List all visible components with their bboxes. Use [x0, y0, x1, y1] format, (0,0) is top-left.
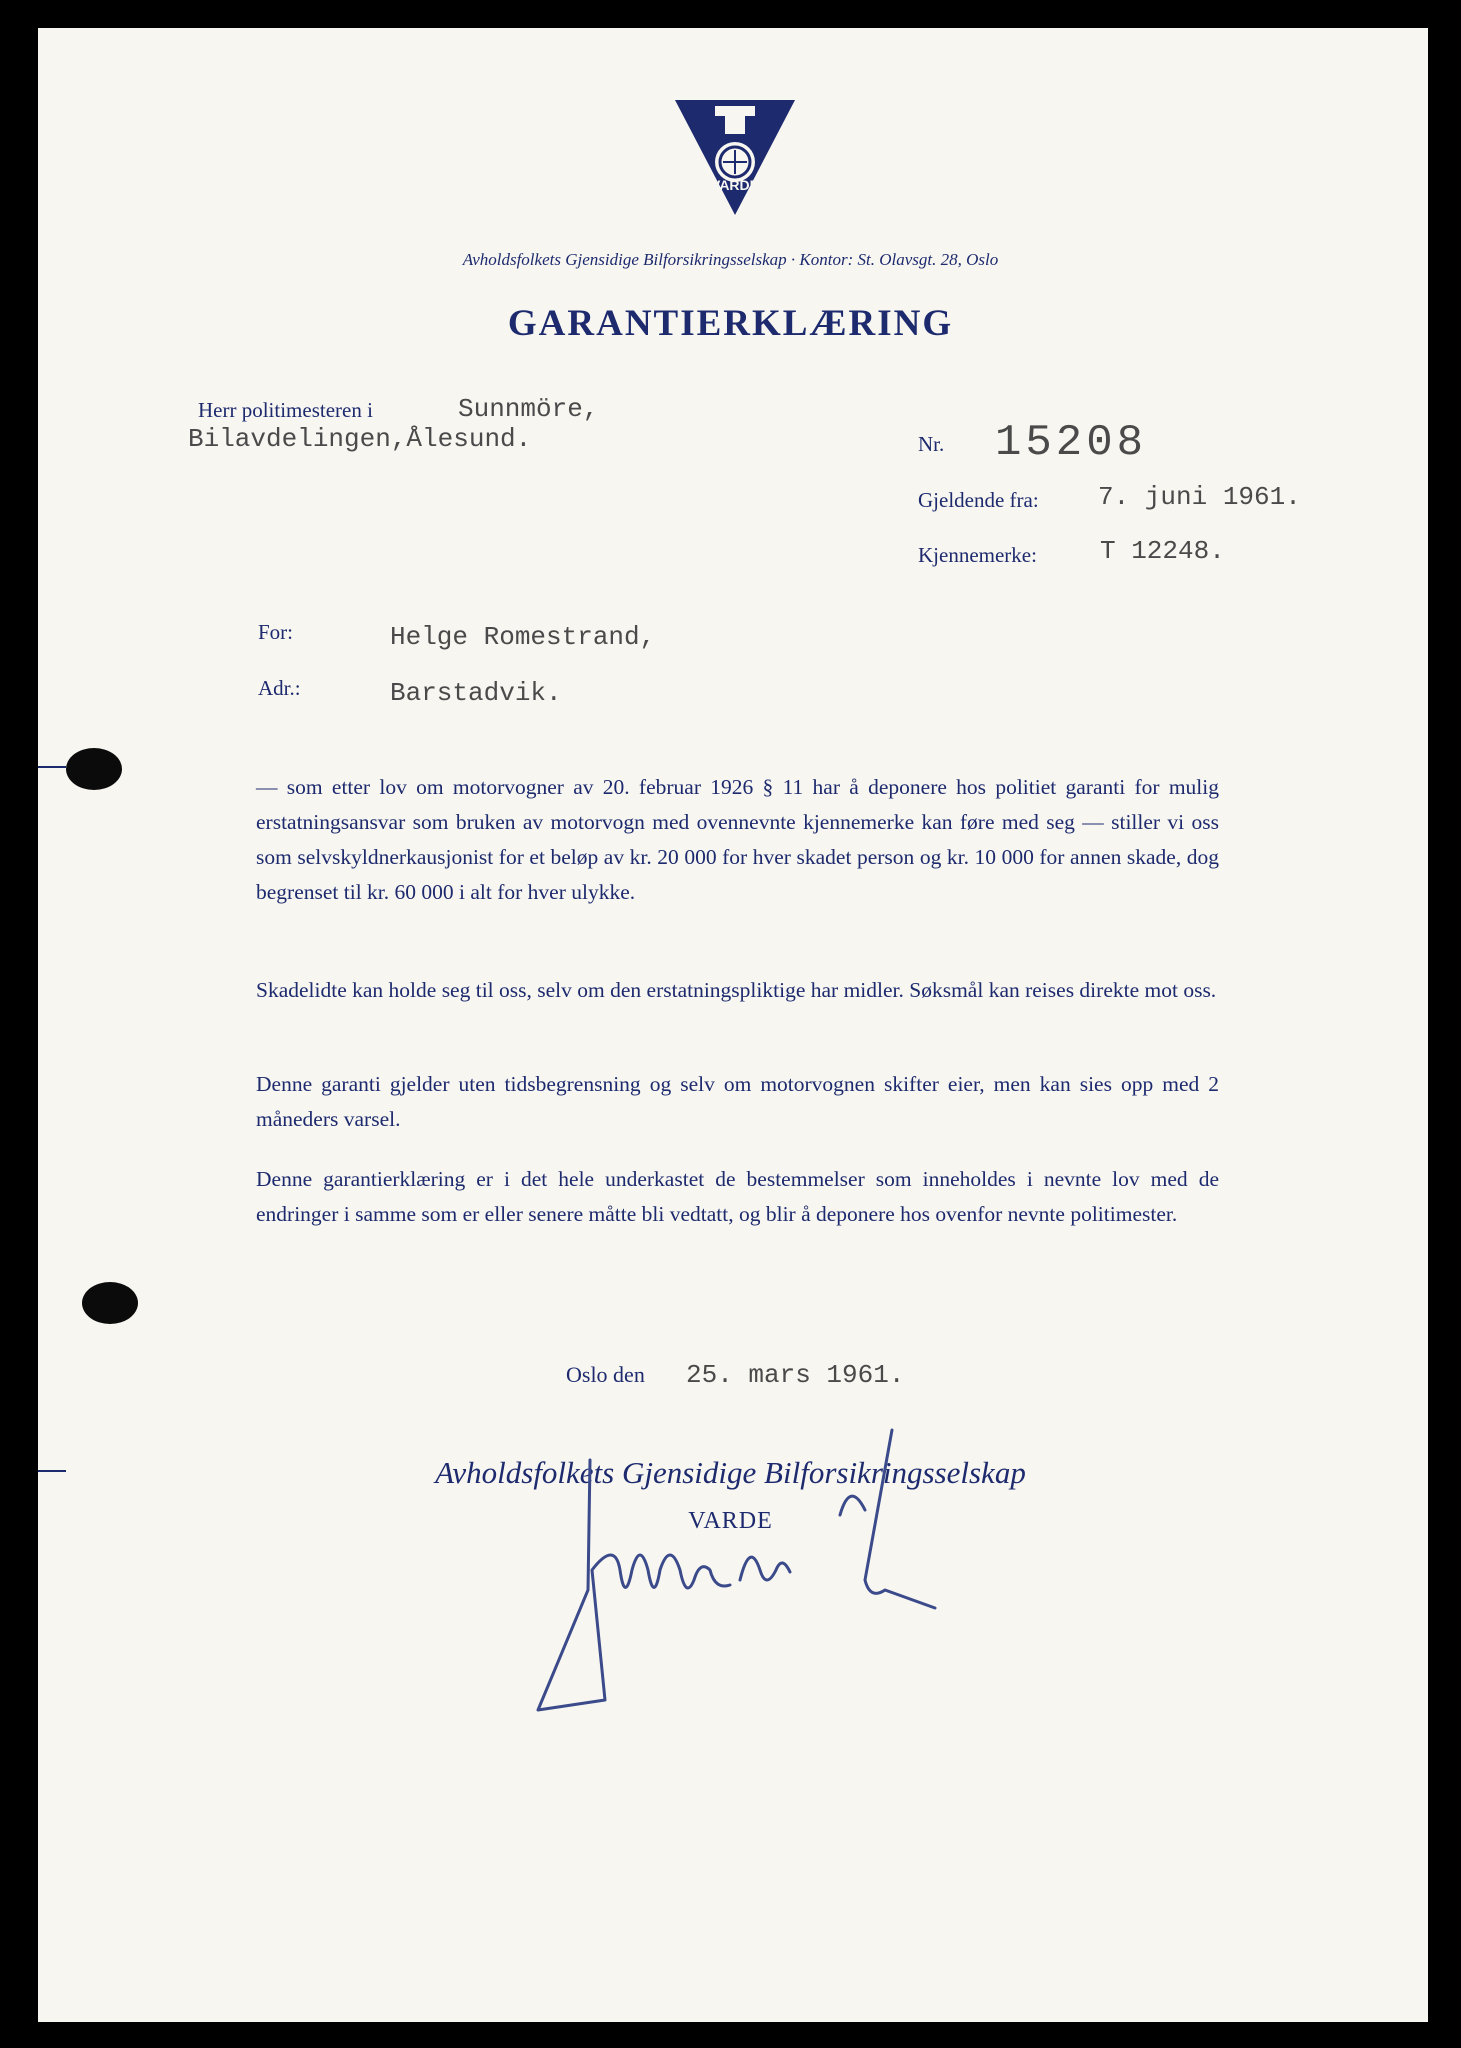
paragraph-text: Skadelidte kan holde seg til oss, selv om den erstatningspliktige har midler. Søksmål kan reises direkte mot oss.: [256, 978, 1217, 1002]
letterhead-company-line: Avholdsfolkets Gjensidige Bilforsikringsselskap · Kontor: St. Olavsgt. 28, Oslo: [462, 250, 999, 269]
body-paragraph-3: [256, 1067, 1219, 1137]
valid-from-value: 7. juni 1961.: [1098, 482, 1301, 512]
varde-logo: [675, 100, 795, 215]
punch-hole-top: [66, 748, 122, 790]
valid-from-label: Gjeldende fra:: [918, 488, 1039, 512]
signature-company: Avholdsfolkets Gjensidige Bilforsikringsselskap: [435, 1455, 1026, 1490]
logo-text: VARDE: [711, 177, 759, 193]
for-label: For:: [258, 620, 294, 644]
margin-tick-top: [38, 766, 66, 768]
nr-value: 15208: [995, 418, 1148, 468]
body-paragraph-2: [256, 973, 1219, 1008]
paragraph-text: Denne garanti gjelder uten tidsbegrensning og selv om motorvognen skifter eier, men kan sies opp med 2 måneders varsel.: [256, 1072, 1219, 1131]
handwritten-signature: [520, 1420, 950, 1720]
closing-date: 25. mars 1961.: [686, 1360, 905, 1390]
closing-place: Oslo den: [566, 1362, 645, 1387]
nr-label: Nr.: [918, 432, 945, 456]
recipient-prefix: Herr politimesteren i: [198, 398, 373, 422]
recipient-district: Sunnmöre,: [458, 394, 599, 424]
document-title: GARANTIERKLÆRING: [507, 303, 954, 344]
address-value: Barstadvik.: [390, 678, 562, 708]
paragraph-text: Denne garantierklæring er i det hele underkastet de bestemmelser som inneholdes i nevnte lov med de endringer i samme som er eller senere måtte bli vedtatt, og blir å deponere hos ovenfor nevnte politimester.: [256, 1167, 1219, 1226]
recipient-department: Bilavdelingen,Ålesund.: [188, 424, 532, 454]
paragraph-text: — som etter lov om motorvogner av 20. februar 1926 § 11 har å deponere hos politiet garanti for mulig erstatningsansvar som bruken av motorvogn med ovennevnte kjennemerke kan føre med seg — stiller vi oss som selvskyldnerkausjonist for et beløp av kr. 20 000 for hver skadet person og kr. 10 000 for annen skade, dog begrenset til kr. 60 000 i alt for hver ulykke.: [256, 775, 1219, 904]
signature-brand: VARDE: [688, 1508, 773, 1534]
punch-hole-bottom: [82, 1282, 138, 1324]
registration-label: Kjennemerke:: [918, 543, 1037, 567]
registration-value: T 12248.: [1100, 536, 1225, 566]
for-value: Helge Romestrand,: [390, 622, 656, 652]
body-paragraph-1: [256, 770, 1219, 910]
body-paragraph-4: [256, 1162, 1219, 1232]
address-label: Adr.:: [258, 676, 301, 700]
